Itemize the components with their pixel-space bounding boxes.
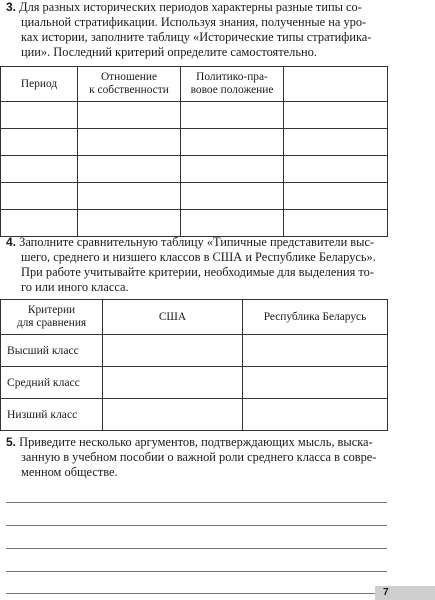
header-text: вовое положение <box>190 84 274 96</box>
answer-cell[interactable] <box>284 210 388 237</box>
task-4-line-1 <box>6 235 394 250</box>
answer-cell[interactable] <box>284 129 388 156</box>
task-5-line-2: занную в учебном пособии о важной роли среднего класса в совре- <box>21 450 377 464</box>
answer-cell[interactable] <box>1 129 78 156</box>
class-comparison-table <box>0 299 388 431</box>
task-number: 3. <box>6 0 17 14</box>
answer-line[interactable] <box>6 502 387 503</box>
header-text: Критерии <box>27 304 76 316</box>
answer-cell[interactable] <box>78 102 181 129</box>
header-text: к собственности <box>89 84 169 96</box>
answer-cell[interactable] <box>1 102 78 129</box>
table-header-row <box>1 67 388 102</box>
answer-cell[interactable] <box>78 210 181 237</box>
task-5-line-1 <box>6 435 394 450</box>
answer-line[interactable] <box>6 593 387 594</box>
task-text: Для разных исторических периодов характерны разные типы со- <box>19 0 362 14</box>
answer-line[interactable] <box>6 571 387 572</box>
header-text: Период <box>20 77 58 90</box>
answer-cell[interactable] <box>284 183 388 210</box>
task-3-line-2: циальной стратификации. Используя знания, полученные на уро- <box>21 15 367 29</box>
answer-line[interactable] <box>6 525 387 526</box>
answer-cell[interactable] <box>284 102 388 129</box>
header-property <box>78 67 181 102</box>
answer-cell[interactable] <box>181 183 284 210</box>
task-3 <box>6 0 394 60</box>
header-usa <box>103 300 243 335</box>
answer-cell[interactable] <box>181 210 284 237</box>
answer-cell[interactable] <box>1 210 78 237</box>
row-label-middle-class: Средний класс <box>1 367 103 399</box>
header-text: США <box>158 310 187 323</box>
task-5 <box>6 435 394 480</box>
task-3-line-3: ках истории, заполните таблицу «Исторические типы стратифика- <box>21 30 372 44</box>
header-text: Отношение <box>100 71 158 83</box>
answer-cell[interactable] <box>103 367 243 399</box>
task-4-line-2: шего, среднего и низшего классов в США и Республике Беларусь». <box>21 250 376 264</box>
header-criteria <box>1 300 103 335</box>
table-row <box>1 399 388 431</box>
answer-cell[interactable] <box>78 129 181 156</box>
answer-line[interactable] <box>6 548 387 549</box>
table-row <box>1 102 388 129</box>
table-row <box>1 335 388 367</box>
answer-cell[interactable] <box>103 399 243 431</box>
header-legal-status <box>181 67 284 102</box>
answer-cell[interactable] <box>181 129 284 156</box>
header-belarus <box>243 300 388 335</box>
answer-cell[interactable] <box>181 156 284 183</box>
table-row <box>1 210 388 237</box>
task-text: Заполните сравнительную таблицу «Типичные представители выс- <box>19 235 375 249</box>
task-3-line-4: ции». Последний критерий определите самостоятельно. <box>21 45 317 59</box>
page-number: 7 <box>375 586 435 600</box>
answer-cell[interactable] <box>243 399 388 431</box>
answer-cell[interactable] <box>103 335 243 367</box>
table-row <box>1 129 388 156</box>
header-text: Республика Беларусь <box>263 310 367 323</box>
table-row <box>1 156 388 183</box>
header-text: Политико-пра- <box>196 71 268 83</box>
task-text: Приведите несколько аргументов, подтверждающих мысль, выска- <box>19 435 373 449</box>
table-header-row <box>1 300 388 335</box>
task-5-line-3: менном обществе. <box>21 465 118 479</box>
answer-cell[interactable] <box>243 335 388 367</box>
table-row <box>1 183 388 210</box>
table-row <box>1 367 388 399</box>
answer-cell[interactable] <box>181 102 284 129</box>
task-4-line-3: При работе учитывайте критерии, необходимые для выделения то- <box>21 265 374 279</box>
row-label-lower-class: Низший класс <box>1 399 103 431</box>
row-label-upper-class: Высший класс <box>1 335 103 367</box>
header-period <box>1 67 78 102</box>
answer-cell[interactable] <box>284 156 388 183</box>
answer-cell[interactable] <box>1 183 78 210</box>
stratification-table <box>0 66 388 237</box>
answer-cell[interactable] <box>78 183 181 210</box>
task-number: 5. <box>6 435 17 449</box>
task-4 <box>6 235 394 295</box>
answer-cell[interactable] <box>1 156 78 183</box>
answer-cell[interactable] <box>78 156 181 183</box>
task-3-line-1 <box>6 0 394 15</box>
task-4-line-4: го или иного класса. <box>21 280 129 294</box>
answer-cell[interactable] <box>243 367 388 399</box>
header-text: для сравнения <box>16 317 87 329</box>
task-number: 4. <box>6 235 17 249</box>
header-own-criterion <box>284 67 388 102</box>
